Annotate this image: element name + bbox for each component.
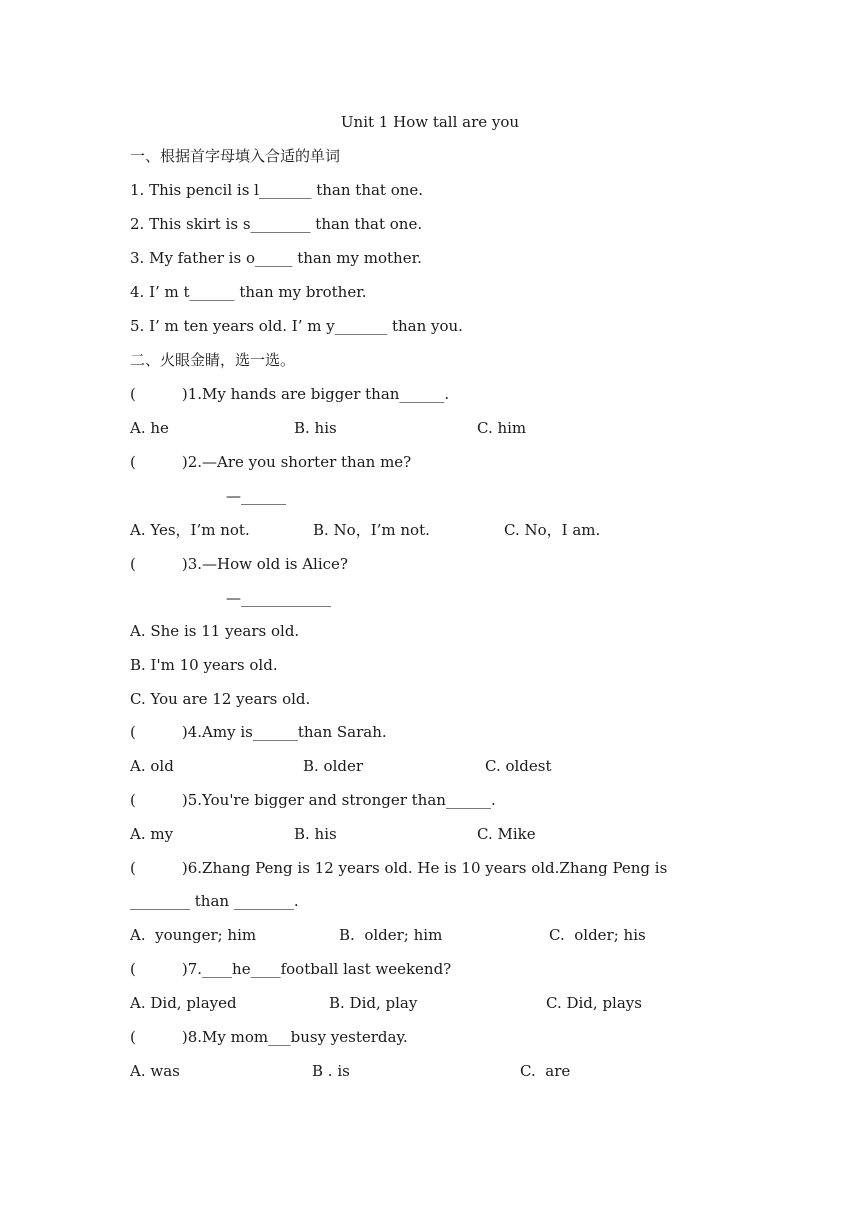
- question-5: [130, 790, 496, 810]
- q2-option-c: C. No，I am.: [504, 521, 601, 539]
- q5-option-b: B. his: [294, 825, 337, 843]
- answer-paren: (: [130, 859, 136, 877]
- question-1: [130, 384, 449, 404]
- question-2: [130, 452, 411, 472]
- fill-item-1: 1. This pencil is l_______ than that one.: [130, 181, 424, 199]
- q2-option-b: B. No，I’m not.: [313, 521, 430, 539]
- fill-item-5: 5. I’ m ten years old. I’ m y_______ than you.: [130, 317, 463, 335]
- answer-paren: (: [130, 960, 136, 978]
- q6-continuation: ________ than ________.: [130, 892, 299, 910]
- question-prefix: )8.My mom: [181, 1028, 269, 1046]
- blank-line: ____: [202, 960, 233, 978]
- q1-option-a: A. he: [130, 419, 169, 437]
- fill-item-3: 3. My father is o_____ than my mother.: [130, 249, 422, 267]
- q7-option-c: C. Did, plays: [546, 994, 642, 1012]
- answer-paren: (: [130, 1028, 136, 1046]
- answer-paren: (: [130, 453, 136, 471]
- answer-paren: (: [130, 555, 136, 573]
- q4-option-c: C. oldest: [485, 757, 552, 775]
- section2-heading: 二、火眼金睛，选一选。: [130, 351, 296, 369]
- question-text: )2.—Are you shorter than me?: [181, 453, 412, 471]
- fill-item-2: 2. This skirt is s________ than that one.: [130, 215, 423, 233]
- q4-option-b: B. older: [303, 757, 364, 775]
- section1-heading: 一、根据首字母填入合适的单词: [130, 147, 341, 165]
- q3-option-c: C. You are 12 years old.: [130, 690, 311, 708]
- question-word: he: [232, 960, 251, 978]
- question-text: )5.You're bigger and stronger than______.: [181, 791, 496, 809]
- q3-option-b: B. I'm 10 years old.: [130, 656, 278, 674]
- q8-option-a: A. was: [130, 1062, 180, 1080]
- blank-line: ____: [250, 960, 281, 978]
- question-7: [130, 959, 451, 979]
- blank-line: ___: [268, 1028, 291, 1046]
- answer-paren: (: [130, 385, 136, 403]
- fill-item-4: 4. I’ m t______ than my brother.: [130, 283, 367, 301]
- answer-paren: (: [130, 791, 136, 809]
- question-4: [130, 722, 387, 742]
- question-prefix: )7.: [181, 960, 203, 978]
- q3-option-a: A. She is 11 years old.: [130, 622, 300, 640]
- q8-option-b: B . is: [312, 1062, 350, 1080]
- question-6: [130, 858, 667, 878]
- question-text: )6.Zhang Peng is 12 years old. He is 10 years old.Zhang Peng is: [181, 859, 668, 877]
- question-suffix: football last weekend?: [280, 960, 452, 978]
- q7-option-b: B. Did, play: [329, 994, 418, 1012]
- q4-option-a: A. old: [130, 757, 174, 775]
- q3-reply-blank: —____________: [226, 589, 331, 607]
- question-text: )3.—How old is Alice?: [181, 555, 348, 573]
- q1-option-c: C. him: [477, 419, 527, 437]
- q2-reply-blank: —______: [226, 487, 286, 505]
- q7-option-a: A. Did, played: [130, 994, 237, 1012]
- worksheet-title: Unit 1 How tall are you: [340, 113, 520, 131]
- q8-option-c: C. are: [520, 1062, 571, 1080]
- q6-option-b: B. older; him: [339, 926, 443, 944]
- q6-option-a: A. younger; him: [130, 926, 257, 944]
- q1-option-b: B. his: [294, 419, 337, 437]
- question-text: )1.My hands are bigger than______.: [181, 385, 450, 403]
- q2-option-a: A. Yes，I’m not.: [130, 521, 250, 539]
- question-text: )4.Amy is______than Sarah.: [181, 723, 387, 741]
- question-suffix: busy yesterday.: [290, 1028, 408, 1046]
- q5-option-c: C. Mike: [477, 825, 536, 843]
- question-3: [130, 554, 348, 574]
- q6-option-c: C. older; his: [549, 926, 646, 944]
- q5-option-a: A. my: [130, 825, 174, 843]
- answer-paren: (: [130, 723, 136, 741]
- question-8: [130, 1027, 408, 1047]
